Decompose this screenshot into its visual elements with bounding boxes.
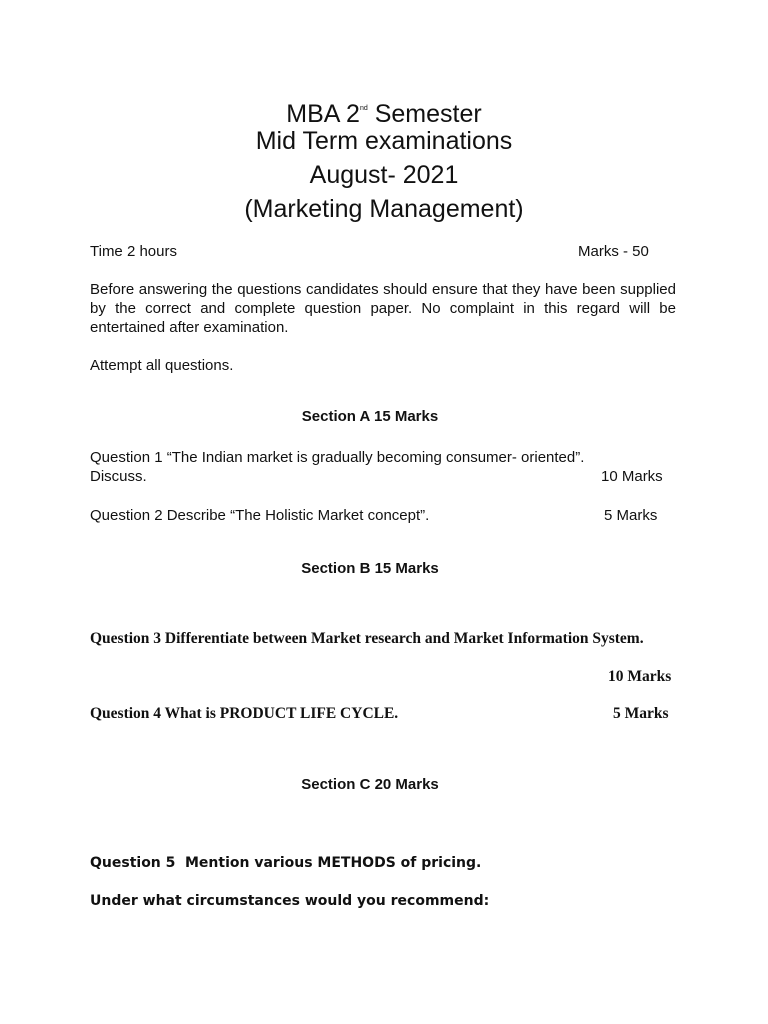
question-1-line1: Question 1 “The Indian market is gradually becoming consumer- oriented”. [90,449,585,466]
title-subject: (Marketing Management) [244,195,524,223]
question-1-line2: Discuss. [90,468,147,485]
exam-duration: Time 2 hours [90,243,177,260]
question-5-label: Question 5 [90,855,176,871]
question-3-marks: 10 Marks [608,668,672,685]
question-4-marks: 5 Marks [613,705,669,722]
title-date: August- 2021 [309,161,459,189]
section-b-heading: Section B 15 Marks [301,560,439,577]
question-4-text: Question 4 What is PRODUCT LIFE CYCLE. [90,705,399,722]
question-3-text: Question 3 Differentiate between Market research and Market Information System. [90,630,644,647]
section-c-heading: Section C 20 Marks [301,776,439,793]
question-5-text: Mention various METHODS of pricing. [185,855,482,871]
title-semester: MBA 2nd Semester [286,100,482,128]
question-2-text: Question 2 Describe “The Holistic Market concept”. [90,507,430,524]
question-5-subtext: Under what circumstances would you recommend: [90,893,490,909]
title-exam-type: Mid Term examinations [255,127,513,155]
attempt-instruction: Attempt all questions. [90,357,234,374]
question-1-marks: 10 Marks [601,468,663,485]
section-a-heading: Section A 15 Marks [301,408,439,425]
exam-total-marks: Marks - 50 [578,243,649,260]
title-superscript: nd [359,105,368,112]
instructions-paragraph: Before answering the questions candidates should ensure that they have been supplied by the correct and complete question paper. No complaint in this regard will be entertained after examination. [90,281,676,336]
question-2-marks: 5 Marks [604,507,658,524]
